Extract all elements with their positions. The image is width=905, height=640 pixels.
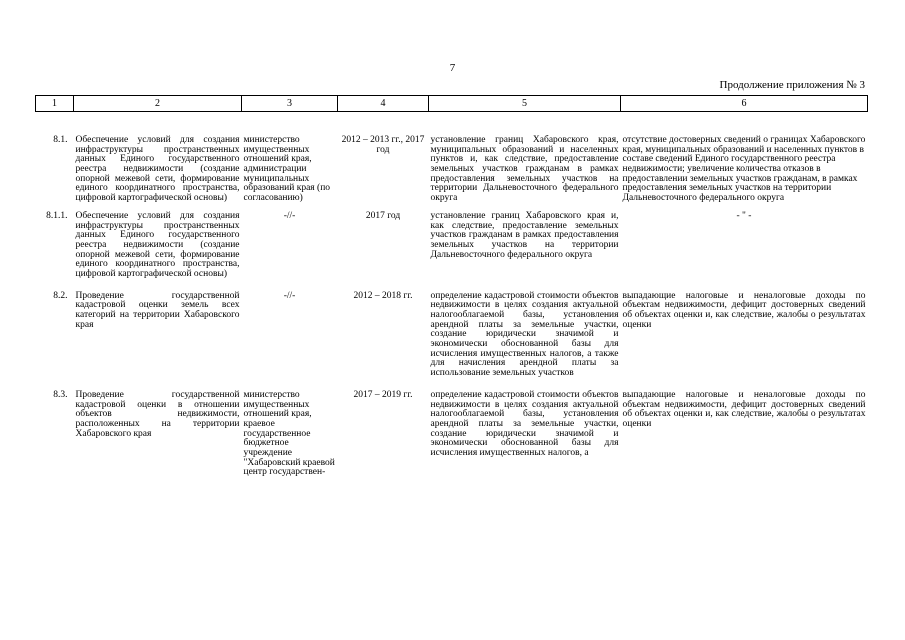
table-row bbox=[36, 112, 868, 204]
appendix-table bbox=[35, 95, 868, 478]
executor-cell: министерство имущественных отношений края, краевое государственное бюджетное учреждение "Хабаровский краевой центр государствен- bbox=[243, 389, 335, 478]
row-number: 8.1.1. bbox=[46, 210, 68, 221]
header-cell: 1 bbox=[36, 96, 74, 112]
executor-cell: министерство имущественных отношений края, администрации муниципальных образований края (по согласованию) bbox=[243, 135, 331, 204]
row-number: 8.2. bbox=[53, 290, 68, 301]
period-cell: 2017 год bbox=[365, 210, 401, 221]
result-cell: установление границ Хабаровского края, муниципальных образований и населенных пунктов и, как следствие, предоставление земельных участков гражданам в рамках предоставления земельных участков на территории Дальневосточного федерального округа bbox=[430, 135, 619, 204]
row-number: 8.1. bbox=[53, 135, 68, 145]
consequence-cell: - " - bbox=[736, 210, 752, 221]
header-cell: 6 bbox=[621, 96, 868, 112]
result-cell: определение кадастровой стоимости объектов недвижимости в целях создания актуальной налогооблагаемой базы, установления арендной платы за земельные участки, создание юридически значимой и экономически обоснованной базы для исчисления имущественных налогов, а также для начисления арендной платы за использование земельных участков bbox=[430, 290, 619, 379]
row-number: 8.3. bbox=[53, 389, 68, 400]
measure-cell: Обеспечение условий для создания инфраструктуры пространственных данных Единого государственного реестра недвижимости (создание опорной межевой сети, формирование единого координатного пространства, цифровой картографической основы) bbox=[75, 135, 240, 204]
consequence-cell: выпадающие налоговые и неналоговые доходы по объектам недвижимости, дефицит достоверных сведений об объектах оценки и, как следствие, жалобы о результатах оценки bbox=[622, 290, 866, 330]
executor-cell: -//- bbox=[283, 290, 296, 301]
period-cell: 2012 – 2018 гг. bbox=[353, 290, 413, 301]
header-cell: 3 bbox=[242, 96, 338, 112]
consequence-cell: отсутствие достоверных сведений о границах Хабаровского края, муниципальных образований и населенных пунктов в составе сведений Единого государственного реестра недвижимости; увеличение количества отказов в предоставлении земельных участков гражданам, в рамках предоставления земельных участков на территории Дальневосточного федерального округа bbox=[622, 135, 866, 204]
header-row bbox=[36, 96, 868, 112]
measure-cell: Проведение государственной кадастровой оценки в отношении объектов недвижимости, расположенных на территории Хабаровского края bbox=[75, 389, 240, 439]
table-row bbox=[36, 204, 868, 280]
result-cell: определение кадастровой стоимости объектов недвижимости в целях создания актуальной налогооблагаемой базы, установления арендной платы за земельные участки, создание юридически значимой и экономически обоснованной базы для исчисления имущественных налогов, а bbox=[430, 389, 619, 458]
table-row bbox=[36, 280, 868, 379]
page-number: 7 bbox=[449, 62, 456, 74]
executor-cell: -//- bbox=[283, 210, 296, 221]
period-cell: 2012 – 2013 гг., 2017 год bbox=[341, 135, 425, 155]
table-row bbox=[36, 379, 868, 478]
header-cell: 4 bbox=[338, 96, 429, 112]
appendix-continuation: Продолжение приложения № 3 bbox=[719, 79, 865, 91]
result-cell: установление границ Хабаровского края и, как следствие, предоставление земельных участков гражданам в рамках предоставления земельных участков на территории Дальневосточного федерального округа bbox=[430, 210, 619, 260]
measure-cell: Проведение государственной кадастровой оценки земель всех категорий на территории Хабаровского края bbox=[75, 290, 240, 330]
period-cell: 2017 – 2019 гг. bbox=[353, 389, 413, 400]
header-cell: 5 bbox=[429, 96, 621, 112]
measure-cell: Обеспечение условий для создания инфраструктуры пространственных данных Единого государственного реестра недвижимости (создание опорной межевой сети, формирование единого координатного пространства, цифровой картографической основы) bbox=[75, 210, 240, 279]
consequence-cell: выпадающие налоговые и неналоговые доходы по объектам недвижимости, дефицит достоверных сведений об объектах оценки и, как следствие, жалобы о результатах оценки bbox=[622, 389, 866, 429]
header-cell: 2 bbox=[74, 96, 242, 112]
